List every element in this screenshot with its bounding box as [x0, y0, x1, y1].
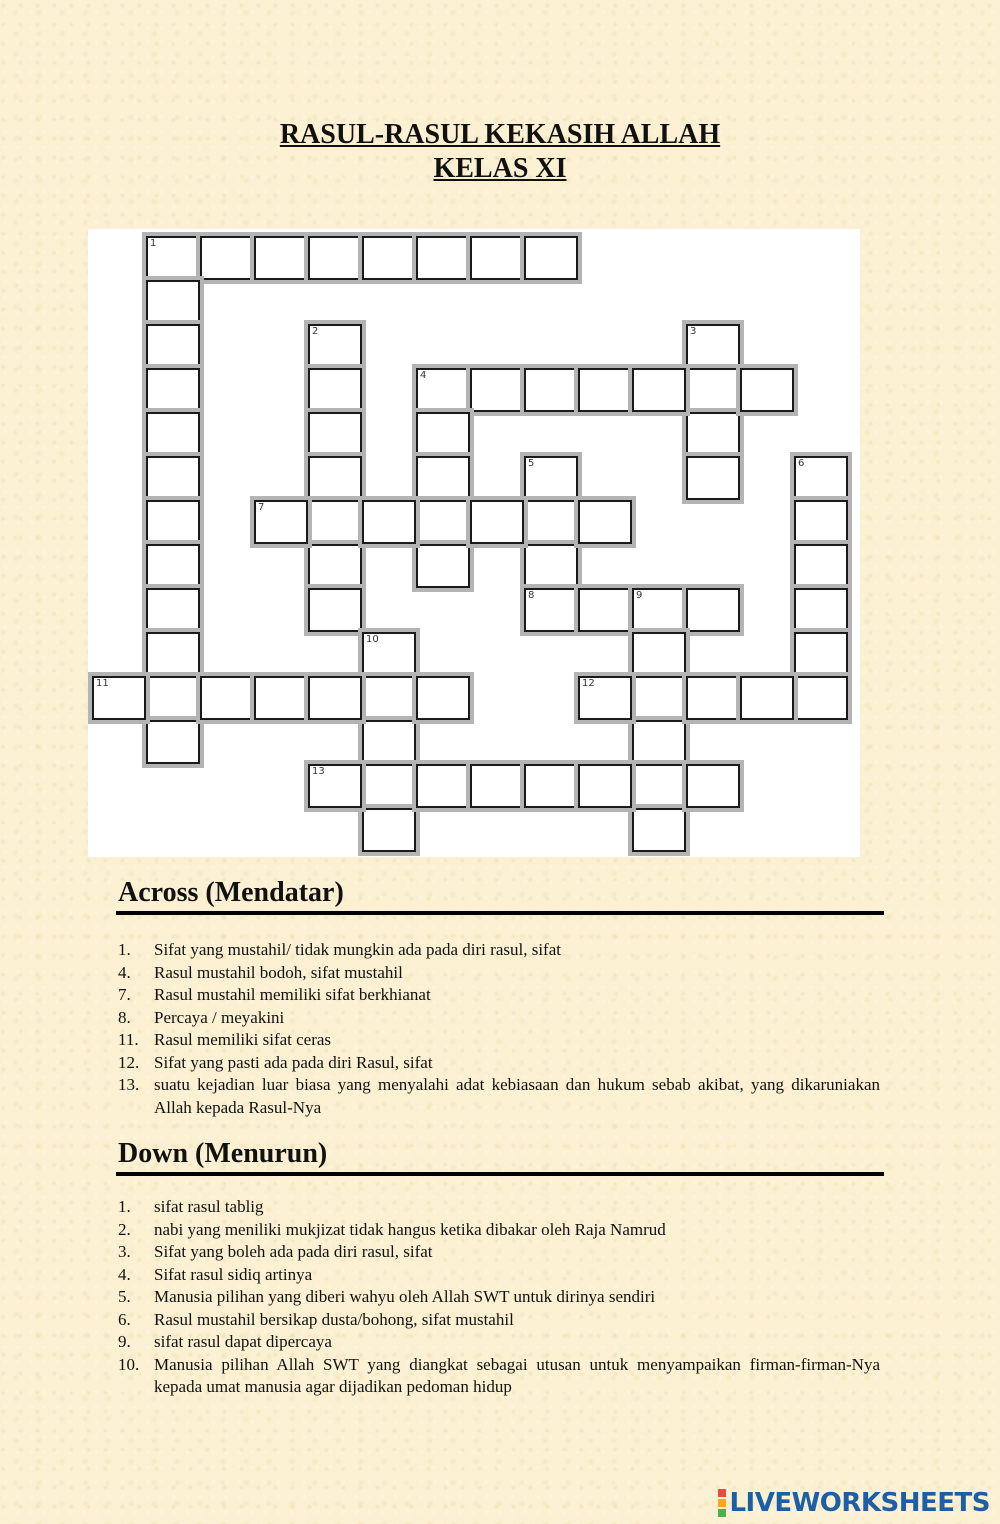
crossword-cell[interactable]: [416, 236, 470, 280]
clue-text: Manusia pilihan yang diberi wahyu oleh Allah SWT untuk dirinya sendiri: [154, 1287, 656, 1306]
crossword-cell[interactable]: [146, 412, 200, 456]
crossword-cell[interactable]: [632, 720, 686, 764]
crossword-cell[interactable]: [794, 588, 848, 632]
crossword-cell[interactable]: [632, 764, 686, 808]
crossword-cell[interactable]: [794, 456, 848, 500]
crossword-cell[interactable]: [524, 544, 578, 588]
clue-text: Sifat rasul sidiq artinya: [154, 1264, 313, 1284]
across-clue: [118, 962, 880, 985]
crossword-cell[interactable]: [632, 368, 686, 412]
crossword-cell[interactable]: [308, 544, 362, 588]
crossword-cell[interactable]: [308, 764, 362, 808]
clue-number-label: 8.: [118, 1007, 131, 1027]
down-clue: [118, 1196, 880, 1219]
clue-number-label: 2.: [118, 1219, 131, 1239]
clue-number-label: 3.: [118, 1242, 131, 1261]
crossword-cell[interactable]: [308, 456, 362, 500]
clue-number-label: 9.: [118, 1332, 131, 1351]
crossword-cell[interactable]: [308, 368, 362, 412]
crossword-cell[interactable]: [416, 544, 470, 588]
crossword-cell[interactable]: [524, 588, 578, 632]
clue-number: 2: [312, 326, 319, 337]
crossword-cell[interactable]: [200, 676, 254, 720]
clue-number: 13: [312, 766, 325, 777]
down-clue: [118, 1309, 880, 1332]
crossword-cell[interactable]: [524, 764, 578, 808]
clue-number-label: 12.: [118, 1052, 140, 1072]
down-clue: [118, 1331, 880, 1354]
crossword-cell[interactable]: [524, 456, 578, 500]
clue-number-label: 10.: [118, 1354, 140, 1374]
across-clue: [118, 1052, 880, 1075]
crossword-cell[interactable]: [470, 500, 524, 544]
down-clue: [118, 1264, 880, 1287]
clue-number: 4: [420, 370, 427, 381]
clue-number-label: 5.: [118, 1287, 131, 1306]
across-heading: Across (Mendatar): [118, 877, 344, 908]
clue-number: 1: [150, 238, 157, 249]
crossword-cell[interactable]: [794, 500, 848, 544]
clue-number: 12: [582, 678, 595, 689]
clue-number: 8: [528, 590, 535, 601]
crossword-cell[interactable]: [632, 632, 686, 676]
crossword-cell[interactable]: [254, 500, 308, 544]
crossword-cell[interactable]: [146, 456, 200, 500]
crossword-cell[interactable]: [362, 632, 416, 676]
clue-number: 6: [798, 458, 805, 469]
crossword-cell[interactable]: [578, 368, 632, 412]
crossword-cell[interactable]: [470, 368, 524, 412]
crossword-cell[interactable]: [740, 368, 794, 412]
crossword-cell[interactable]: [362, 236, 416, 280]
down-clue: [118, 1286, 880, 1309]
clue-number: 3: [690, 326, 697, 337]
liveworksheets-logo-icon: [718, 1488, 726, 1518]
clue-number: 11: [96, 678, 109, 689]
crossword-cell[interactable]: [416, 500, 470, 544]
across-clue: [118, 984, 880, 1007]
clue-number-label: 6.: [118, 1309, 131, 1329]
brand-wordmark: LIVEWORKSHEETS: [729, 1488, 990, 1518]
crossword-cell[interactable]: [146, 280, 200, 324]
crossword-cell[interactable]: [146, 368, 200, 412]
crossword-cell[interactable]: [362, 720, 416, 764]
crossword-cell[interactable]: [254, 676, 308, 720]
clue-number: 10: [366, 634, 379, 645]
liveworksheets-brand: [718, 1488, 990, 1518]
crossword-cell[interactable]: [524, 368, 578, 412]
clue-number-label: 11.: [118, 1030, 139, 1049]
clue-number-label: 1.: [118, 1197, 131, 1216]
crossword-cell[interactable]: [686, 456, 740, 500]
crossword-cell[interactable]: [416, 676, 470, 720]
crossword-cell[interactable]: [686, 412, 740, 456]
crossword-cell[interactable]: [146, 544, 200, 588]
clue-text: Rasul mustahil bodoh, sifat mustahil: [154, 962, 403, 982]
crossword-grid: [88, 229, 860, 857]
crossword-cell[interactable]: [92, 676, 146, 720]
crossword-cell[interactable]: [416, 456, 470, 500]
crossword-cell[interactable]: [524, 500, 578, 544]
across-clue: [118, 939, 880, 962]
crossword-cell[interactable]: [794, 544, 848, 588]
crossword-cell[interactable]: [470, 236, 524, 280]
crossword-cell[interactable]: [308, 236, 362, 280]
down-heading: Down (Menurun): [118, 1138, 328, 1169]
crossword-cell[interactable]: [416, 368, 470, 412]
down-clue: [118, 1219, 880, 1242]
clue-text: Rasul memiliki sifat ceras: [154, 1030, 332, 1049]
down-clue: [118, 1354, 880, 1399]
crossword-cell[interactable]: [308, 500, 362, 544]
crossword-cell[interactable]: [146, 632, 200, 676]
crossword-cell[interactable]: [686, 764, 740, 808]
clue-number: 9: [636, 590, 643, 601]
across-divider: [116, 911, 884, 915]
crossword-cell[interactable]: [524, 236, 578, 280]
clue-text: sifat rasul dapat dipercaya: [154, 1332, 332, 1351]
crossword-cell[interactable]: [416, 764, 470, 808]
clue-number-label: 1.: [118, 940, 131, 959]
worksheet-title: RASUL-RASUL KEKASIH ALLAH: [279, 119, 721, 150]
crossword-cell[interactable]: [308, 412, 362, 456]
clue-text: Rasul mustahil memiliki sifat berkhianat: [154, 985, 431, 1004]
crossword-cell[interactable]: [578, 764, 632, 808]
clue-text: nabi yang meniliki mukjizat tidak hangus ketika dibakar oleh Raja Namrud: [154, 1219, 666, 1239]
crossword-cell[interactable]: [362, 676, 416, 720]
across-clue: [118, 1074, 880, 1119]
across-clue: [118, 1029, 880, 1052]
clue-number: 5: [528, 458, 535, 469]
clue-number: 7: [258, 502, 265, 513]
clue-text: Percaya / meyakini: [154, 1007, 285, 1027]
crossword-cell[interactable]: [146, 324, 200, 368]
crossword-cell[interactable]: [686, 324, 740, 368]
down-clue: [118, 1241, 880, 1264]
crossword-cell[interactable]: [146, 720, 200, 764]
crossword-cell[interactable]: [794, 676, 848, 720]
crossword-cell[interactable]: [578, 676, 632, 720]
crossword-cell[interactable]: [362, 764, 416, 808]
crossword-cell[interactable]: [146, 676, 200, 720]
crossword-cell[interactable]: [362, 500, 416, 544]
crossword-cell[interactable]: [416, 412, 470, 456]
clue-text: Sifat yang pasti ada pada diri Rasul, sifat: [154, 1052, 433, 1072]
down-divider: [116, 1172, 884, 1176]
clue-text: Rasul mustahil bersikap dusta/bohong, sifat mustahil: [154, 1309, 514, 1329]
clue-text: suatu kejadian luar biasa yang menyalahi adat kebiasaan dan hukum sebab akibat, yang dikaruniakan Allah kepada Rasul-Nya: [154, 1075, 880, 1117]
crossword-cell[interactable]: [470, 764, 524, 808]
down-clue-list: [118, 1196, 880, 1399]
clue-text: Sifat yang boleh ada pada diri rasul, sifat: [154, 1242, 433, 1261]
across-clue-list: [118, 939, 880, 1119]
crossword-cell[interactable]: [794, 632, 848, 676]
crossword-cell[interactable]: [632, 588, 686, 632]
crossword-cell[interactable]: [146, 588, 200, 632]
clue-number-label: 4.: [118, 962, 131, 982]
crossword-cell[interactable]: [308, 324, 362, 368]
crossword-cell[interactable]: [632, 808, 686, 852]
clue-text: sifat rasul tablig: [154, 1197, 264, 1216]
crossword-cell[interactable]: [578, 588, 632, 632]
crossword-cell[interactable]: [578, 500, 632, 544]
worksheet-subtitle: KELAS XI: [433, 153, 567, 184]
crossword-cell[interactable]: [200, 236, 254, 280]
crossword-cell[interactable]: [740, 676, 794, 720]
clue-number-label: 4.: [118, 1264, 131, 1284]
crossword-cell[interactable]: [254, 236, 308, 280]
crossword-cell[interactable]: [686, 368, 740, 412]
crossword-cell[interactable]: [146, 500, 200, 544]
crossword-cell[interactable]: [308, 588, 362, 632]
across-clue: [118, 1007, 880, 1030]
crossword-cell[interactable]: [686, 676, 740, 720]
crossword-cell[interactable]: [686, 588, 740, 632]
clue-text: Manusia pilihan Allah SWT yang diangkat sebagai utusan untuk menyampaikan firman-firman-Nya kepada umat manusia agar dijadikan pedoman hidup: [154, 1354, 880, 1396]
crossword-cell[interactable]: [308, 676, 362, 720]
crossword-cell[interactable]: [362, 808, 416, 852]
clue-number-label: 13.: [118, 1075, 140, 1094]
crossword-cell[interactable]: [632, 676, 686, 720]
clue-text: Sifat yang mustahil/ tidak mungkin ada pada diri rasul, sifat: [154, 940, 561, 959]
clue-number-label: 7.: [118, 985, 131, 1004]
crossword-cell[interactable]: [146, 236, 200, 280]
